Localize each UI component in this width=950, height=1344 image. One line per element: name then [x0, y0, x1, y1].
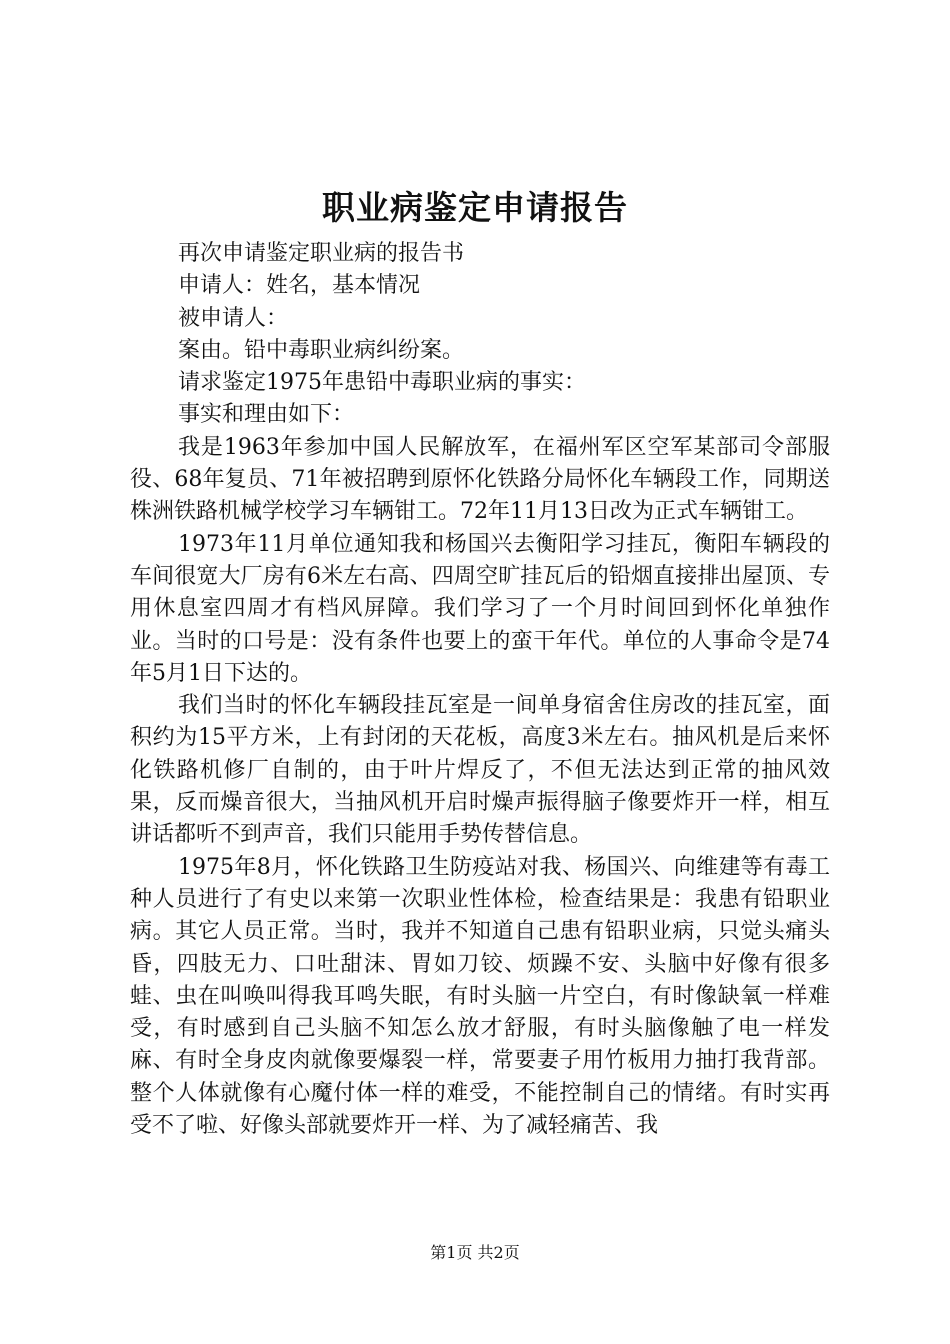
- document-title: 职业病鉴定申请报告: [322, 188, 628, 227]
- page-footer: 第1页 共2页: [430, 1243, 520, 1262]
- facts-intro-line: 事实和理由如下：: [178, 402, 355, 428]
- respondent-line: 被申请人：: [178, 305, 289, 331]
- body-paragraph: 1975年8月，怀化铁路卫生防疫站对我、杨国兴、向维建等有毒工种人员进行了有史以来第一次职业性体检，检查结果是：我患有铅职业病。其它人员正常。当时，我并不知道自己患有铅职业病，只觉头痛头昏，四肢无力、口吐甜沫、胃如刀铰、烦躁不安、头脑中好像有很多蛙、虫在叫唤叫得我耳鸣失眠，有时头脑一片空白，有时像缺氧一样难受，有时感到自己头脑不知怎么放才舒服，有时头脑像触了电一样发麻、有时全身皮肉就像要爆裂一样，常要妻子用竹板用力抽打我背部。整个人体就像有心魔付体一样的难受，不能控制自己的情绪。有时实再受不了啦、好像头部就要炸开一样、为了减轻痛苦、我: [130, 854, 830, 1139]
- case-cause-line: 案由。铅中毒职业病纠纷案。: [178, 337, 465, 363]
- body-paragraph: 我们当时的怀化车辆段挂瓦室是一间单身宿舍住房改的挂瓦室，面积约为15平方米，上有封闭的天花板，高度3米左右。抽风机是后来怀化铁路机修厂自制的，由于叶片焊反了，不但无法达到正常的抽风效果，反而燥音很大，当抽风机开启时燥声振得脑子像要炸开一样，相互讲话都听不到声音，我们只能用手势传替信息。: [130, 693, 830, 848]
- applicant-line: 申请人：姓名，基本情况: [178, 273, 421, 299]
- body-paragraph: 我是1963年参加中国人民解放军，在福州军区空军某部司令部服役、68年复员、71年被招聘到原怀化铁路分局怀化车辆段工作，同期送株洲铁路机械学校学习车辆钳工。72年11月13日改为正式车辆钳工。: [130, 434, 830, 525]
- heading-line: 再次申请鉴定职业病的报告书: [178, 241, 465, 266]
- document-body: [130, 238, 830, 1142]
- body-paragraph: 1973年11月单位通知我和杨国兴去衡阳学习挂瓦，衡阳车辆段的车间很宽大厂房有6米左右高、四周空旷挂瓦后的铅烟直接排出屋顶、专用休息室四周才有档风屏障。我们学习了一个月时间回到怀化单独作业。当时的口号是：没有条件也要上的蛮干年代。单位的人事命令是74年5月1日下达的。: [130, 531, 830, 686]
- request-line: 请求鉴定1975年患铅中毒职业病的事实：: [178, 370, 586, 396]
